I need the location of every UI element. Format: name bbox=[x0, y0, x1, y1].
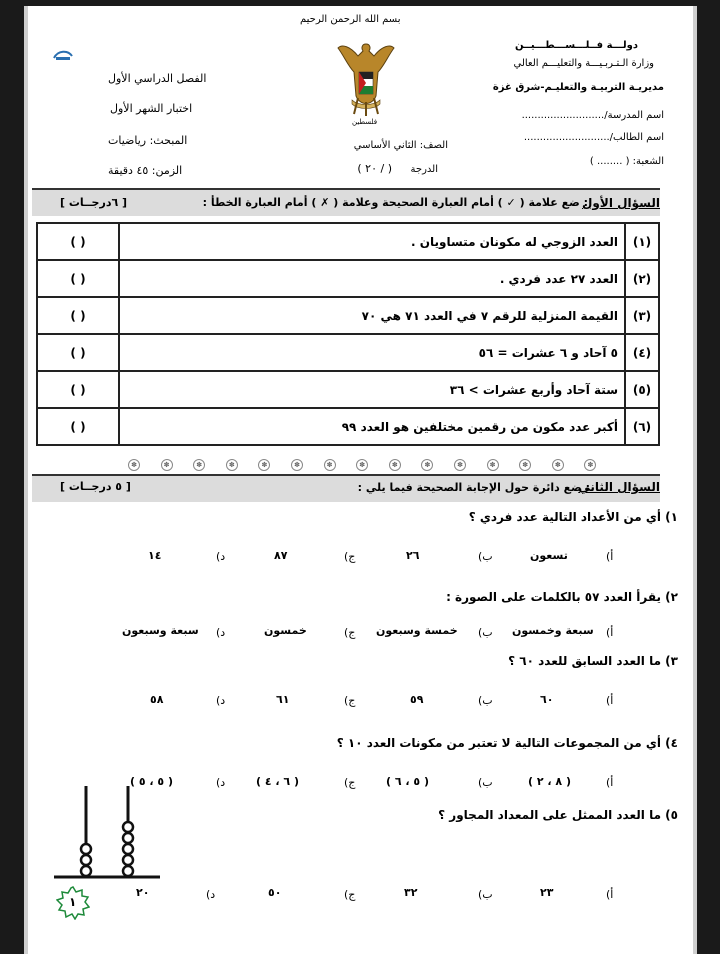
q1-letter-c: ج) bbox=[344, 550, 356, 563]
q1-letter-a: أ) bbox=[606, 550, 614, 563]
tf-statement: القيمة المنزلية للرقم ٧ في العدد ٧١ هي ٧٠ bbox=[119, 297, 625, 334]
tf-statement: العدد ٢٧ عدد فردي . bbox=[119, 260, 625, 297]
divider-dot: ✽ bbox=[584, 459, 596, 471]
tf-row-number: (٤) bbox=[625, 334, 659, 371]
tf-statement: ستة آحاد وأربع عشرات > ٣٦ bbox=[119, 371, 625, 408]
q2-option-a[interactable]: سبعة وخمسون bbox=[512, 624, 594, 637]
true-false-table bbox=[36, 222, 660, 446]
tf-row bbox=[37, 223, 659, 260]
q2-letter-a: أ) bbox=[606, 626, 614, 639]
q1-instruction: : ضع علامة ( ✓ ) أمام العبارة الصحيحة وعلامة ( ✗ ) أمام العبارة الخطأ : bbox=[202, 196, 588, 209]
tf-statement: أكبر عدد مكون من رقمين مختلفين هو العدد ٩٩ bbox=[119, 408, 625, 445]
q1-option-a[interactable]: تسعون bbox=[530, 549, 568, 562]
q5-letter-d: د) bbox=[206, 888, 216, 901]
q4-letter-c: ج) bbox=[344, 776, 356, 789]
q3-letter-b: ب) bbox=[478, 694, 493, 707]
q3-option-c[interactable]: ٦١ bbox=[276, 693, 290, 706]
q1-option-b[interactable]: ٢٦ bbox=[406, 549, 420, 562]
q2-question-3: ٣) ما العدد السابق للعدد ٦٠ ؟ bbox=[508, 654, 678, 668]
q5-option-b[interactable]: ٣٢ bbox=[404, 886, 418, 899]
q4-option-b[interactable]: ( ٥ ، ٦ ) bbox=[386, 775, 429, 788]
tf-statement: ٥ آحاد و ٦ عشرات = ٥٦ bbox=[119, 334, 625, 371]
q5-letter-a: أ) bbox=[606, 888, 614, 901]
divider-dot: ✽ bbox=[226, 459, 238, 471]
divider-dot: ✽ bbox=[454, 459, 466, 471]
q1-letter-d: د) bbox=[216, 550, 226, 563]
q2-question-5: ٥) ما العدد الممثل على المعداد المجاور ؟ bbox=[438, 808, 678, 822]
tf-answer-box[interactable]: ( ) bbox=[37, 334, 119, 371]
q2-question-2: ٢) يقرأ العدد ٥٧ بالكلمات على الصورة : bbox=[446, 590, 678, 604]
q3-option-d[interactable]: ٥٨ bbox=[150, 693, 164, 706]
tf-answer-box[interactable]: ( ) bbox=[37, 223, 119, 260]
q2-marks: [ ٥ درجــات ] bbox=[60, 480, 131, 493]
tf-row bbox=[37, 371, 659, 408]
tf-answer-box[interactable]: ( ) bbox=[37, 371, 119, 408]
ministry-name: وزارة الـتـربـيـــة والتعليـــم العالي bbox=[513, 58, 654, 69]
tf-statement: العدد الزوجي له مكونان متساويان . bbox=[119, 223, 625, 260]
tf-answer-box[interactable]: ( ) bbox=[37, 408, 119, 445]
q2-option-c[interactable]: خمسون bbox=[264, 624, 307, 637]
tf-row-number: (٢) bbox=[625, 260, 659, 297]
q4-letter-b: ب) bbox=[478, 776, 493, 789]
score-label: الدرجة bbox=[410, 164, 438, 175]
tf-answer-box[interactable]: ( ) bbox=[37, 297, 119, 334]
divider-dot: ✽ bbox=[161, 459, 173, 471]
divider-dot: ✽ bbox=[356, 459, 368, 471]
division-field[interactable]: الشعبة: ( ........ ) bbox=[589, 156, 664, 167]
q3-option-b[interactable]: ٥٩ bbox=[410, 693, 424, 706]
tf-row bbox=[37, 260, 659, 297]
divider-dot: ✽ bbox=[291, 459, 303, 471]
abacus-image bbox=[54, 780, 164, 884]
q5-option-a[interactable]: ٢٣ bbox=[540, 886, 554, 899]
q1-option-d[interactable]: ١٤ bbox=[148, 549, 162, 562]
divider-dot: ✽ bbox=[324, 459, 336, 471]
grade-label: الصف: الثاني الأساسي bbox=[353, 140, 448, 151]
exam-title: اختبار الشهر الأول bbox=[110, 102, 193, 115]
tf-answer-box[interactable]: ( ) bbox=[37, 260, 119, 297]
q3-letter-d: د) bbox=[216, 694, 226, 707]
q1-letter-b: ب) bbox=[478, 550, 493, 563]
divider-dot: ✽ bbox=[258, 459, 270, 471]
q5-letter-b: ب) bbox=[478, 888, 493, 901]
tf-row-number: (٣) bbox=[625, 297, 659, 334]
q4-option-c[interactable]: ( ٦ ، ٤ ) bbox=[256, 775, 299, 788]
q2-option-b[interactable]: خمسة وسبعون bbox=[376, 624, 458, 637]
q2-title: السؤال الثاني bbox=[578, 480, 660, 494]
q2-question-4: ٤) أي من المجموعات التالية لا تعتبر من مكونات العدد ١٠ ؟ bbox=[336, 736, 678, 750]
school-logo bbox=[52, 46, 74, 62]
q4-letter-d: د) bbox=[216, 776, 226, 789]
q2-instruction: : ضع دائرة حول الإجابة الصحيحة فيما يلي : bbox=[357, 481, 590, 494]
q2-question-1: ١) أي من الأعداد التالية عدد فردي ؟ bbox=[468, 510, 678, 524]
tf-row bbox=[37, 297, 659, 334]
tf-row bbox=[37, 334, 659, 371]
tf-row-number: (٥) bbox=[625, 371, 659, 408]
right-margin-shade bbox=[693, 6, 697, 954]
page-number: ١ bbox=[69, 895, 77, 909]
divider-dot: ✽ bbox=[193, 459, 205, 471]
q5-option-d[interactable]: ٢٠ bbox=[136, 886, 150, 899]
tf-row-number: (٦) bbox=[625, 408, 659, 445]
q2-letter-d: د) bbox=[216, 626, 226, 639]
q5-letter-c: ج) bbox=[344, 888, 356, 901]
divider-dot: ✽ bbox=[487, 459, 499, 471]
subject: المبحث: رياضيات bbox=[108, 134, 188, 147]
q3-option-a[interactable]: ٦٠ bbox=[540, 693, 554, 706]
directorate-name: مديريـة التربيـة والتعليـم-شرق غزة bbox=[492, 82, 664, 93]
q2-option-d[interactable]: سبعة وسبعون bbox=[122, 624, 199, 637]
divider-dot: ✽ bbox=[421, 459, 433, 471]
school-name-field[interactable]: اسم المدرسة/.......................... bbox=[521, 110, 664, 121]
tf-row bbox=[37, 408, 659, 445]
semester: الفصل الدراسي الأول bbox=[108, 72, 207, 85]
q4-option-d[interactable]: ( ٥ ، ٥ ) bbox=[130, 775, 173, 788]
q1-title: السؤال الأول bbox=[582, 196, 660, 210]
emblem-caption: فلسطين bbox=[352, 118, 378, 126]
student-name-field[interactable]: اسم الطالب/........................... bbox=[523, 132, 664, 143]
score-value: ( / ٢٠ ) bbox=[357, 162, 392, 175]
exam-time: الزمن: ٤٥ دقيقة bbox=[108, 164, 183, 177]
q3-letter-a: أ) bbox=[606, 694, 614, 707]
divider-dot: ✽ bbox=[128, 459, 140, 471]
divider-dot: ✽ bbox=[552, 459, 564, 471]
q2-letter-c: ج) bbox=[344, 626, 356, 639]
left-margin-shade bbox=[24, 6, 28, 954]
state-name: دولـــة فــلـــســـطـــيــن bbox=[515, 40, 638, 51]
tf-row-number: (١) bbox=[625, 223, 659, 260]
basmala: بسم الله الرحمن الرحيم bbox=[300, 14, 401, 25]
q5-option-c[interactable]: ٥٠ bbox=[268, 886, 282, 899]
q4-letter-a: أ) bbox=[606, 776, 614, 789]
divider-dot: ✽ bbox=[519, 459, 531, 471]
q4-option-a[interactable]: ( ٨ ، ٢ ) bbox=[528, 775, 571, 788]
q1-marks: [ ٦درجــات ] bbox=[60, 196, 128, 209]
q2-letter-b: ب) bbox=[478, 626, 493, 639]
q1-option-c[interactable]: ٨٧ bbox=[274, 549, 288, 562]
palestine-emblem bbox=[336, 36, 396, 130]
divider-dot: ✽ bbox=[389, 459, 401, 471]
q3-letter-c: ج) bbox=[344, 694, 356, 707]
